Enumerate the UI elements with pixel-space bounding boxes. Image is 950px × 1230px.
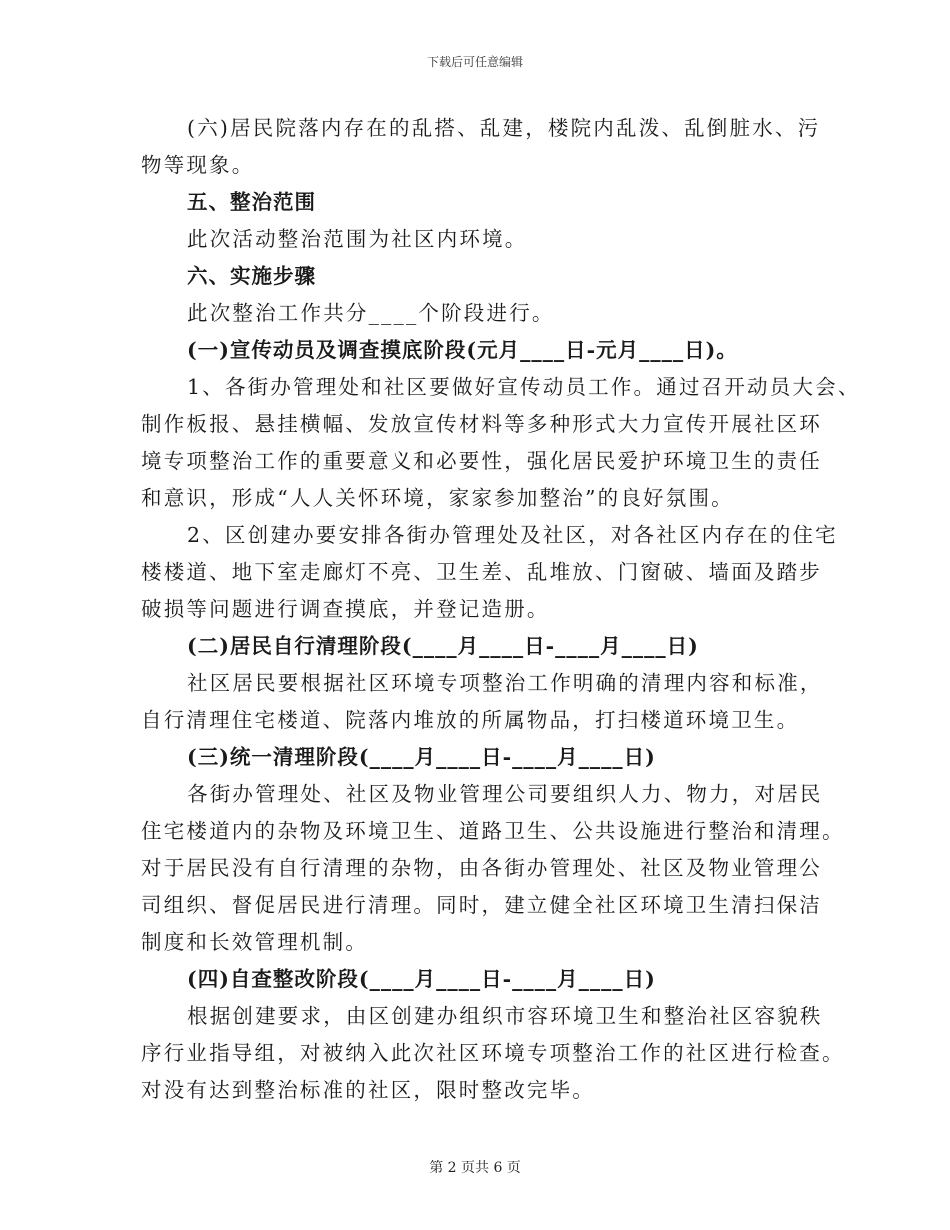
- document-body: [141, 110, 861, 1109]
- paragraph-line: 住宅楼道内的杂物及环境卫生、道路卫生、公共设施进行整治和清理。: [141, 819, 845, 843]
- paragraph-line: 和意识，形成“人人关怀环境，家家参加整治”的良好氛围。: [141, 486, 734, 510]
- paragraph-line: 各街办管理处、社区及物业管理公司要组织人力、物力，对居民: [187, 782, 823, 806]
- paragraph-line: 此次整治工作共分____个阶段进行。: [187, 301, 555, 325]
- paragraph-line: 根据创建要求，由区创建办组织市容环境卫生和整治社区容貌秩: [187, 1004, 823, 1028]
- section-heading: (四)自查整改阶段(____月____日-____月____日): [187, 967, 656, 991]
- paragraph-line: 1、各街办管理处和社区要做好宣传动员工作。通过召开动员大会、: [187, 375, 861, 399]
- paragraph-line: 制度和长效管理机制。: [141, 930, 368, 954]
- section-heading: (三)统一清理阶段(____月____日-____月____日): [187, 745, 656, 769]
- paragraph-line: 境专项整治工作的重要意义和必要性，强化居民爱护环境卫生的责任: [141, 449, 822, 473]
- paragraph-line: 对于居民没有自行清理的杂物，由各街办管理处、社区及物业管理公: [141, 856, 822, 880]
- paragraph-line: (六)居民院落内存在的乱搭、乱建，楼院内乱泼、乱倒脏水、污: [187, 116, 821, 140]
- page-header: 下载后可任意编辑: [426, 55, 523, 69]
- paragraph-line: 司组织、督促居民进行清理。同时，建立健全社区环境卫生清扫保洁: [141, 893, 822, 917]
- paragraph-line: 自行清理住宅楼道、院落内堆放的所属物品，打扫楼道环境卫生。: [141, 708, 800, 732]
- paragraph-line: 2、区创建办要安排各街办管理处及社区，对各社区内存在的住宅: [187, 523, 838, 547]
- paragraph-line: 对没有达到整治标准的社区，限时整改完毕。: [141, 1078, 595, 1102]
- paragraph-line: 楼楼道、地下室走廊灯不亮、卫生差、乱堆放、门窗破、墙面及踏步: [141, 560, 822, 584]
- section-heading: (二)居民自行清理阶段(____月____日-____月____日): [187, 634, 699, 658]
- paragraph-line: 制作板报、悬挂横幅、发放宣传材料等多种形式大力宣传开展社区环: [141, 412, 822, 436]
- paragraph-line: 此次活动整治范围为社区内环境。: [187, 227, 528, 251]
- paragraph-line: 序行业指导组，对被纳入此次社区环境专项整治工作的社区进行检查。: [141, 1041, 845, 1065]
- section-heading: 五、整治范围: [187, 190, 316, 214]
- paragraph-line: 破损等问题进行调查摸底，并登记造册。: [141, 597, 550, 621]
- paragraph-line: 社区居民要根据社区环境专项整治工作明确的清理内容和标准，: [187, 671, 823, 695]
- section-heading: 六、实施步骤: [187, 264, 316, 288]
- paragraph-line: 物等现象。: [141, 153, 255, 177]
- page-footer: 第 2 页共 6 页: [429, 1160, 521, 1176]
- section-heading: (一)宣传动员及调查摸底阶段(元月____日-元月____日)。: [187, 338, 738, 362]
